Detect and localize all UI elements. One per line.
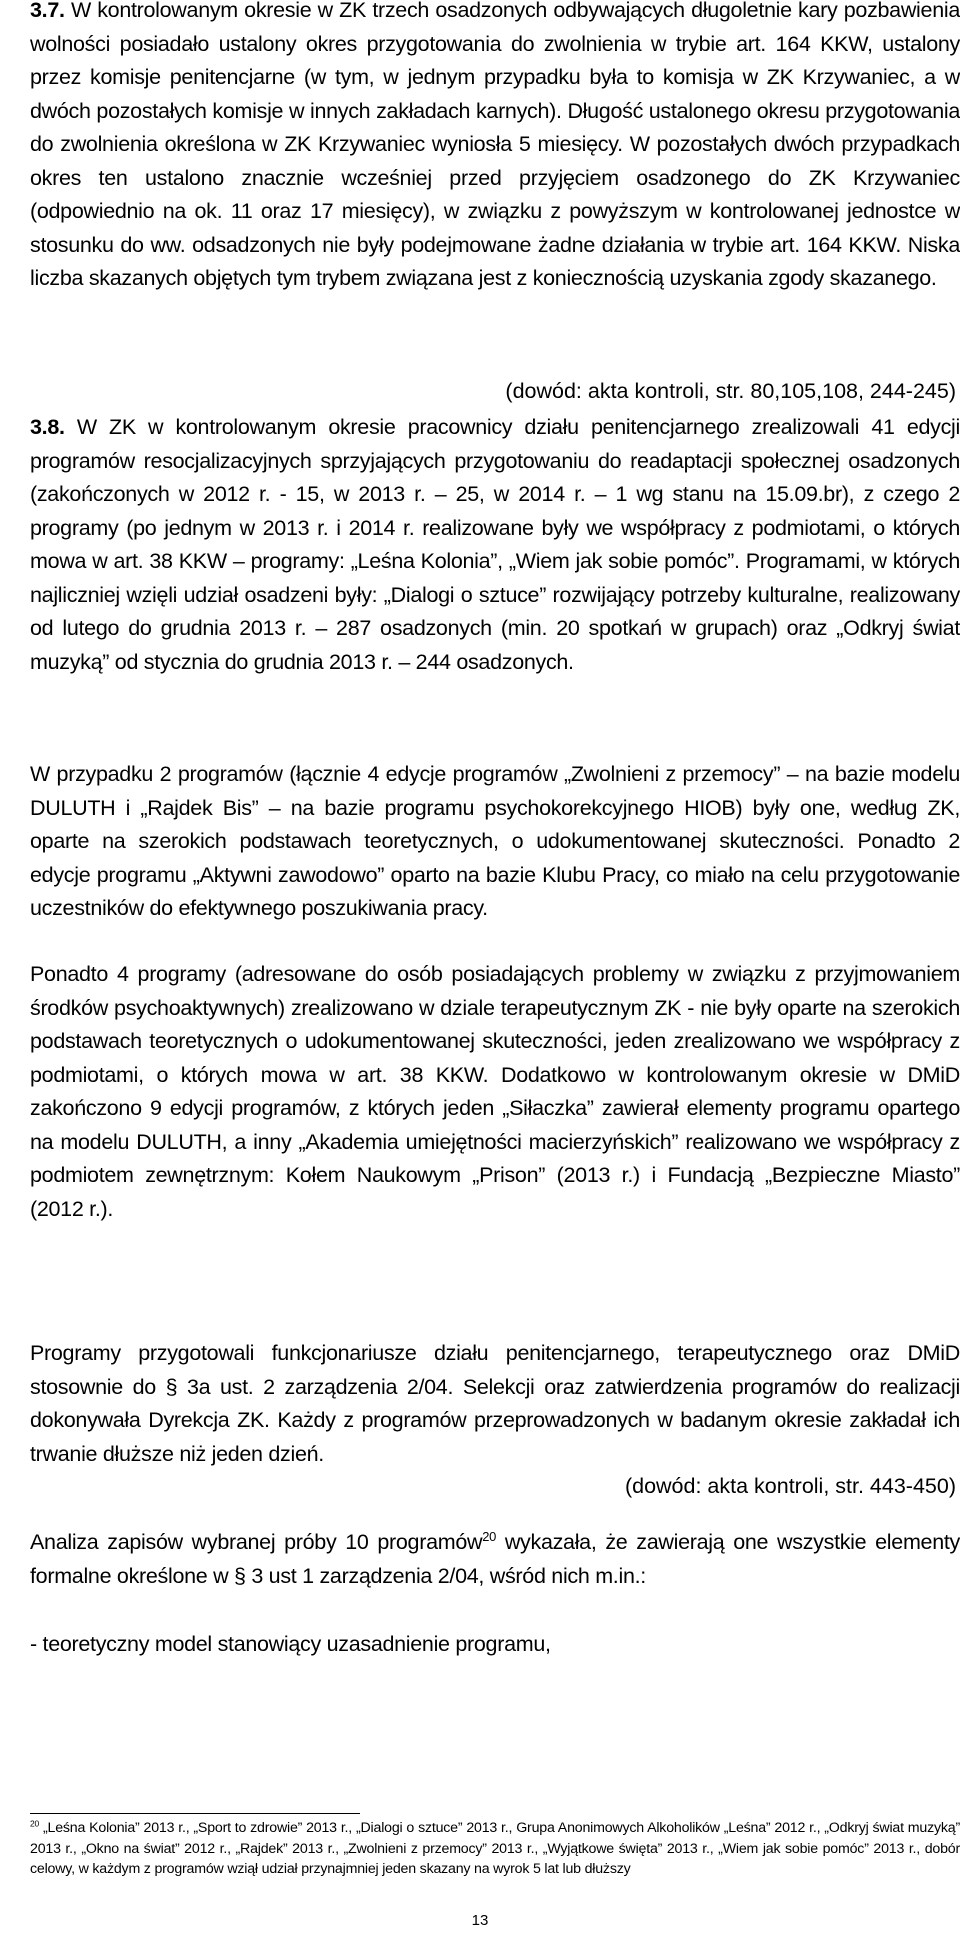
footnote (30, 1818, 960, 1880)
paragraph-analysis (30, 1526, 960, 1593)
paragraph-duluth-programs: W przypadku 2 programów (łącznie 4 edycje programów „Zwolnieni z przemocy” – na bazie modelu DULUTH i „Rajdek Bis” – na bazie programu psychokorekcyjnego HIOB) były one, według ZK, oparte na szerokich podstawach teoretycznych, o udokumentowanej skuteczności. Ponadto 2 edycje programu „Aktywni zawodowo” oparto na bazie Klubu Pracy, co miało na celu przygotowanie uczestników do efektywnego poszukiwania pracy. (30, 762, 960, 920)
paragraph-program-preparation: Programy przygotowali funkcjonariusze działu penitencjarnego, terapeutycznego oraz DMiD stosownie do § 3a ust. 2 zarządzenia 2/04. Selekcji oraz zatwierdzenia programów do realizacji dokonywała Dyrekcja ZK. Każdy z programów przeprowadzonych w badanym okresie zakładał ich trwanie dłuższe niż jeden dzień. (30, 1341, 960, 1466)
footnote-separator (30, 1813, 360, 1814)
paragraph-text: Analiza zapisów wybranej próby 10 programów (30, 1530, 483, 1554)
paragraph-text: W kontrolowanym okresie w ZK trzech osadzonych odbywających długoletnie kary pozbawienia wolności posiadało ustalony okres przygotowania do zwolnienia w trybie art. 164 KKW, ustalony przez komisje penitencjarne (w tym, w jednym przypadku była to komisja w ZK Krzywaniec, a w dwóch pozostałych komisje w innych zakładach karnych). Długość ustalonego okresu przygotowania do zwolnienia określona w ZK Krzywaniec wyniosła 5 miesięcy. W pozostałych dwóch przypadkach okres ten ustalono znacznie wcześniej przed przyjęciem osadzonego do ZK Krzywaniec (odpowiednio na ok. 11 oraz 17 miesięcy), w związku z powyższym w kontrolowanej jednostce w stosunku do ww. odsadzonych nie były podejmowane żadne działania w trybie art. 164 KKW. Niska liczba skazanych objętych tym trybem związana jest z koniecznością uzyskania zgody skazanego. (30, 0, 960, 290)
evidence-reference: (dowód: akta kontroli, str. 80,105,108, 244-245) (505, 379, 956, 403)
section-number: 3.7. (30, 0, 65, 22)
footnote-reference: 20 (482, 1528, 496, 1544)
list-item: - teoretyczny model stanowiący uzasadnienie programu, (30, 1632, 551, 1656)
section-number: 3.8. (30, 415, 65, 439)
evidence-reference: (dowód: akta kontroli, str. 443-450) (624, 1474, 956, 1498)
page-number: 13 (471, 1912, 489, 1929)
paragraph-text: W ZK w kontrolowanym okresie pracownicy działu penitencjarnego zrealizowali 41 edycji programów resocjalizacyjnych sprzyjających przygotowaniu do readaptacji społecznej osadzonych (zakończonych w 2012 r. - 15, w 2013 r. – 25, w 2014 r. – 1 wg stanu na 15.09.br), z czego 2 programy (po jednym w 2013 r. i 2014 r. realizowane były we współpracy z podmiotami, o których mowa w art. 38 KKW – programy: „Leśna Kolonia”, „Wiem jak sobie pomóc”. Programami, w których najliczniej wzięli udział osadzeni były: „Dialogi o sztuce” rozwijający potrzeby kulturalne, realizowany od lutego do grudnia 2013 r. – 287 osadzonych (min. 20 spotkań w grupach) oraz „Odkryj świat muzyką” od stycznia do grudnia 2013 r. – 244 osadzonych. (30, 415, 960, 674)
footnote-text: „Leśna Kolonia” 2013 r., „Sport to zdrowie” 2013 r., „Dialogi o sztuce” 2013 r., Grupa Anonimowych Alkoholików „Leśna” 2012 r., „Odkryj świat muzyką” 2013 r., „Okno na świat” 2012 r., „Rajdek” 2013 r., „Zwolnieni z przemocy” 2013 r., „Wyjątkowe święta” 2013 r., „Wiem jak sobie pomóc” 2013 r., dobór celowy, w każdym z programów wziął udział przynajmniej jeden skazany na wyrok 5 lat lub dłuższy (30, 1820, 960, 1877)
paragraph-3-7 (30, 0, 960, 296)
paragraph-3-8 (30, 411, 960, 679)
paragraph-text: wykazała, że zawierają one wszystkie elementy formalne określone w § 3 ust 1 zarządzenia 2/04, wśród nich m.in.: (30, 1530, 960, 1588)
paragraph-therapeutic-programs: Ponadto 4 programy (adresowane do osób posiadających problemy w związku z przyjmowaniem środków psychoaktywnych) zrealizowano w dziale terapeutycznym ZK - nie były oparte na szerokich podstawach teoretycznych o udokumentowanej skuteczności, jeden zrealizowano we współpracy z podmiotami, o których mowa w art. 38 KKW. Dodatkowo w kontrolowanym okresie w DMiD zakończono 9 edycji programów, z których jeden „Siłaczka” zawierał elementy programu opartego na modelu DULUTH, a inny „Akademia umiejętności macierzyńskich” realizowano we współpracy z podmiotem zewnętrznym: Kołem Naukowym „Prison” (2013 r.) i Fundacją „Bezpieczne Miasto” (2012 r.). (30, 962, 960, 1221)
footnote-mark: 20 (30, 1818, 40, 1829)
